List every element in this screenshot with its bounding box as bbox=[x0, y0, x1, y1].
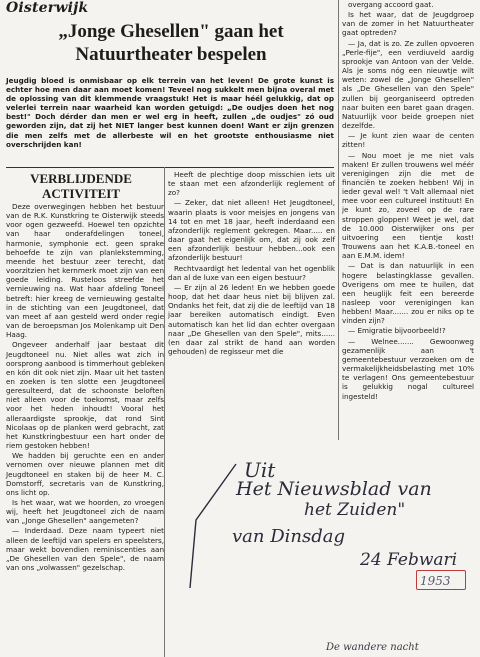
handwritten-year: 1953 bbox=[420, 574, 451, 588]
handwritten-note: Uit bbox=[244, 458, 276, 482]
paragraph: Deze overwegingen hebben het bestuur van de R.K. Kunstkring te Oisterwijk steeds voor ogen gezweefd. Hoewel ten opzichte van haar onderafdelingen toneel, harmonie, symphonie ect. geen sprake behoefde te zijn van planlekstemming, meende het bestuur zeer terecht, dat voorzitzien het kernmerk moet zijn van een goede leiding. Rusteloos streefde het vernieuwing na. Wat haar afdeling Toneel betreft: hier kreeg de vernieuwing gestalte in de stichting van een Jeugdtoneel, dat van meet af aan gesteld werd onder regie van de beroepsman Jos Molenkamp uit Den Haag. bbox=[6, 202, 164, 340]
location-kicker: Oisterwijk bbox=[6, 0, 89, 16]
paragraph: — Dat is dan natuurlijk in een hogere belastingklasse gevallen. Overigens om mee te huilen, dat een heuglijk feit een bereerde nasleep voor verenigingen kan hebben! Maar....... zou er niks op te vinden zijn? bbox=[342, 261, 474, 326]
paragraph: — Emigratie bijvoorbeeld!? bbox=[348, 326, 446, 336]
section-subhead: VERBLIJDENDE ACTIVITEIT bbox=[30, 171, 132, 201]
paragraph: — Je kunt zien waar de centen zitten! bbox=[342, 131, 474, 150]
paragraph: — Ja, dat is zo. Ze zullen opvoeren „Perle-fije", een verdiuveld aardig sprookje van Antoon van der Velde. Als je soms nóg een nieuwtje wilt weten: zowel de „Jonge Ghesellen" als „De Ghesellen van den Spele" zullen bij georganiseerd optreden naar buiten een baret gaan dragen. Natuurlijk voor beide groepen niet dezelfde. bbox=[342, 38, 474, 131]
article-column-2 bbox=[168, 170, 335, 357]
paragraph: — Welnee....... Gewoonweg gezamenlijk aan 't gemeentebestuur verzoeken om de vermakelijkheidsbelasting met 10% te verlagen! Ons gemeentebestuur is gelukkig nogal cultureel ingesteld! bbox=[342, 336, 474, 401]
paragraph: Ongeveer anderhalf jaar bestaat dit Jeugdtoneel nu. Niet alles wat zich in oorsprong aanbood is timmerhout gebleken en kón dit ook niet zijn. Maar uit het tasten en zoeken is ten slotte een Jeugdtoneel geresulteerd, dat de schoonste beloften niet alleen voor de toekomst, maar zelfs voor het heden inhoudt! Vooral het alleraardigste sprookje, dat rond Sint Nicolaas op de planken werd gebracht, zat het Kunstkringbestuur een hart onder de riem gestoken hebben! bbox=[6, 340, 164, 451]
handwritten-note: Het Nieuwsblad van bbox=[236, 478, 432, 500]
paragraph: — Inderdaad. Deze naam typeert niet alleen de leeftijd van spelers en speelsters, maar wekt bovendien reminiscenties aan „De Ghesellen van den Spele", de naam van ons „volwassen" gezelschap. bbox=[6, 526, 164, 573]
paragraph: Is het waar, wat we hoorden, zo vroegen wij, heeft het Jeugdtoneel zich de naam van „Jonge Ghesellen" aangemeten? bbox=[6, 498, 164, 526]
paragraph: — Nou moet je me niet vals maken! Er zullen trouwens wel méér verenigingen zijn die met de financiën te zoeken hebben! Wij in ieder geval wel! 't Valt allemaal niet mee voor een cultureel instituut! En je kunt zo, zoveel op de rare stroppen gloppen! Weet je wel, dat de 10.000 Oisterwijker ons per uitvoering een tientje kost! Trouwens aan het K.A.B.-toneel en aan E.M.M. idem! bbox=[342, 150, 474, 261]
paragraph: Rechtvaardigt het ledental van het ogenblik dan al de luxe van een eigen bestuur? bbox=[168, 263, 335, 282]
article-column-1 bbox=[6, 202, 164, 573]
paragraph: Heeft de plechtige doop misschien iets uit te staan met een afzonderlijk reglement of zo? bbox=[168, 170, 335, 198]
paragraph: — Zeker, dat niet alleen! Het Jeugdtoneel, waarin plaats is voor meisjes en jongens van 14 tot en met 18 jaar, heeft inderdaand een afzonderlijk reglement gekregen. Maar..... en daar gaat het eigenlijk om, dat zij ook zelf een afzonderlijk bestuur hebben...ook een afzonderlijk bestuur! bbox=[168, 198, 335, 263]
article-intro: Jeugdig bloed is onmisbaar op elk terrein van het leven! De grote kunst is echter hoe men daar aan moet komen! Teveel nog sukkelt men bijna overal met de oplossing van dit klemmende vraagstuk! Het is maar héél gelukkig, dat op velerlei terrein naar waarheid kan worden getuigd: „De oudjes doen het nog best!" Doch dérder dan men er wel erg in heeft, zullen „de oudjes" zó oud geworden zijn, dat zij het NIET langer best kunnen doen! Want er zijn grenzen die men zelfs met de allerbeste wil en het grootste enthousiasme niet overschrijden kan! bbox=[6, 76, 334, 149]
paragraph: Is het waar, dat de Jeugdgroep van de zomer in het Natuurtheater gaat optreden? bbox=[342, 10, 474, 38]
handwritten-footer: De wandere nacht bbox=[326, 642, 419, 653]
column-rule-1 bbox=[164, 167, 165, 657]
section-divider bbox=[6, 167, 334, 168]
column-rule-2 bbox=[338, 0, 339, 440]
handwritten-note: het Zuiden" bbox=[304, 500, 406, 520]
handwritten-note: van Dinsdag bbox=[232, 526, 346, 547]
article-headline: „Jonge Ghesellen" gaan het Natuurtheater bespelen bbox=[58, 21, 284, 65]
paragraph: — Er zijn al 26 leden! En we hebben goede hoop, dat het daar heus niet bij blijven zal. Ondanks het feit, dat zij die de leeftijd van 18 jaar bereiken automatisch eindigt. Even automatisch kan het lid dan echter overgaan naar „De Ghesellen van den Spele", mits...... (en daar zal strikt de hand aan worden gehouden) de regisseur met die bbox=[168, 282, 335, 356]
handwritten-date: 24 Febwari bbox=[360, 550, 458, 570]
paragraph: overgang accoord gaat. bbox=[348, 0, 434, 9]
article-column-3 bbox=[342, 0, 474, 402]
paragraph: We hadden bij geruchte een en ander vernomen over nieuwe plannen met dit Jeugdtoneel en staken bij de heer M. C. Domstorff, secretaris van de Kunstkring, ons licht op. bbox=[6, 451, 164, 497]
